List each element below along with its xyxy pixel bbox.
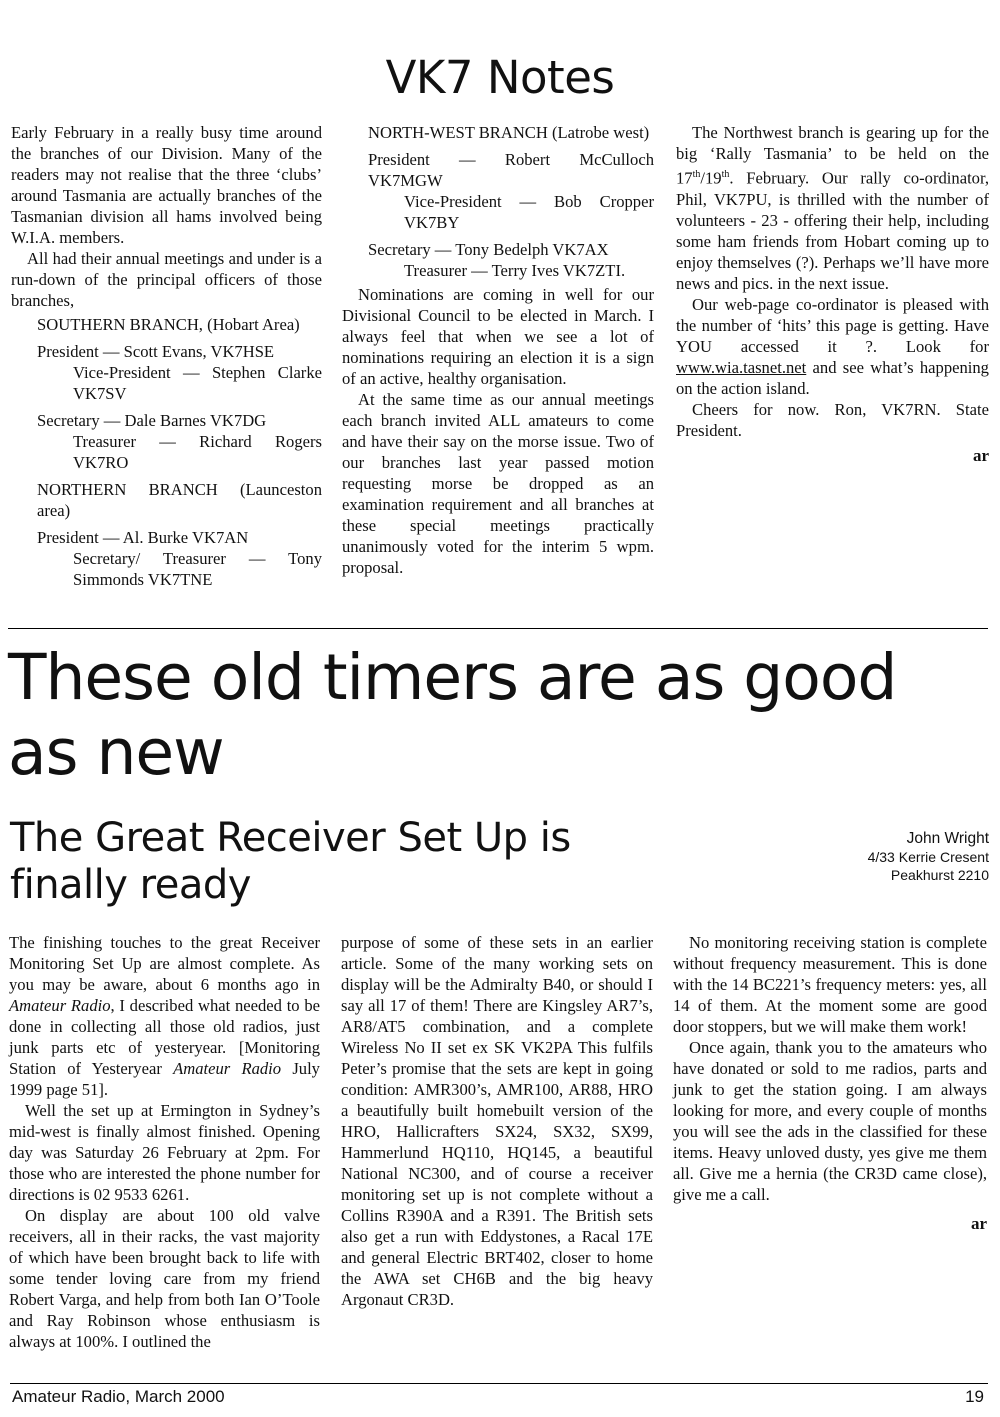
vk7-rundown-paragraph: All had their annual meetings and under is a run-down of the principal officers of those branches, <box>11 249 322 310</box>
northern-president: President — Al. Burke VK7AN <box>37 528 249 547</box>
northwest-president-block <box>342 149 654 233</box>
northern-branch-heading: NORTHERN BRANCH (Launceston area) <box>37 480 322 520</box>
northwest-secretary: Secretary — Tony Bedelph VK7AX <box>368 240 609 259</box>
northwest-president: President — Robert McCulloch VK7MGW <box>368 150 654 190</box>
vk7-column-3 <box>676 122 989 466</box>
southern-president-block <box>11 341 322 404</box>
frequency-paragraph: No monitoring receiving station is complete without frequency measurement. This is done with the 14 BC221’s frequency meters: yes, all 14 of them. At the moment some are good door stoppers, but we will make them work! <box>673 933 987 1036</box>
signoff-paragraph: Cheers for now. Ron, VK7RN. State President. <box>676 399 989 440</box>
footer-rule <box>10 1383 988 1384</box>
article-column-2 <box>341 932 653 1310</box>
article-headline: These old timers are as good as new <box>8 641 897 789</box>
vk7-end-mark: ar <box>972 445 989 465</box>
northwest-branch-heading: NORTH-WEST BRANCH (Latrobe west) <box>368 123 650 142</box>
southern-branch-heading-text: SOUTHERN BRANCH, (Hobart Area) <box>37 315 300 334</box>
vk7-notes-title: VK7 Notes <box>385 51 615 104</box>
nominations-paragraph: Nominations are coming in well for our Divisional Council to be elected in March. I always feel that when we see a lot of nominations requiring an election it is a sign of an active, healthy organisation. <box>342 285 654 388</box>
thanks-paragraph: Once again, thank you to the amateurs who have donated or sold to me radios, parts and junk to get the station going. I am always looking for more, and every couple of months you will see the ads in the classified for these items. Heavy unloved dusty, yes give me them all. Give me a hernia (the CR3D came close), give me a call. <box>673 1038 987 1204</box>
article-end-mark: ar <box>970 1214 987 1233</box>
author-address-line2: Peakhurst 2210 <box>890 867 989 883</box>
author-byline <box>729 830 989 884</box>
northern-branch-heading-block <box>11 479 322 521</box>
morse-paragraph: At the same time as our annual meetings each branch invited ALL amateurs to come and have their say on the morse issue. Two of our branches last year passed motion requesting morse be dropped as an examination requirement and all branches at these special meetings practically unanimously voted for the interim 5 wpm. proposal. <box>342 390 654 577</box>
southern-secretary-block <box>11 410 322 473</box>
southern-president: President — Scott Evans, VK7HSE <box>37 342 275 361</box>
northwest-vice-president: Vice-President — Bob Cropper VK7BY <box>404 192 654 232</box>
southern-vice-president: Vice-President — Stephen Clarke VK7SV <box>73 363 322 403</box>
wia-tasnet-link[interactable]: www.wia.tasnet.net <box>676 357 807 377</box>
footer-publication: Amateur Radio, March 2000 <box>12 1387 225 1406</box>
vk7-column-2 <box>342 122 654 578</box>
finishing-touches-paragraph: The finishing touches to the great Receiver Monitoring Set Up are almost complete. As you may be aware, about 6 months ago in Amateur Radio, I described what needed to be done in collecting all those old radios, just junk parts etc of yesteryear. [Monitoring Station of Yesteryear Amateur Radio July 1999 page 51]. <box>9 933 320 1099</box>
northern-officers-block <box>11 527 322 590</box>
vk7-column-1 <box>11 122 322 590</box>
display-paragraph: On display are about 100 old valve receivers, all in their racks, the vast majority of which have been brought back to life with some tender loving care from my friend Robert Varga, and help from both Ian O’Toole and Ray Robinson whose enthusiasm is always at 100%. I outlined the <box>9 1206 320 1351</box>
working-sets-paragraph: purpose of some of these sets in an earlier article. Some of the many working sets on display will be the Admiralty B40, or should I say all 17 of them! There are Kingsley AR7’s, AR8/AT5 combination, and a complete Wireless No II set ex SK VK2PA This fulfils Peter’s promise that the sets are kept in going condition: AMR300’s, AMR100, AR88, HRO a beautifully built homebuilt version of the HRO, Hallicrafters SX24, SX32, SX99, Hammerlund HQ110, HQ145, a beautiful National NC300, and of course a receiver monitoring set up is not complete without a Collins R390A and a R391. The British sets also get a run with Eddystones, a Racal 17E and general Electric BRT402, closer to home the AWA set CH6B and the big heavy Argonaut CR3D. <box>341 933 653 1309</box>
section-divider <box>8 628 988 629</box>
webpage-paragraph: Our web-page co-ordinator is pleased with the number of ‘hits’ this page is getting. Have YOU accessed it ?. Look for www.wia.tasnet.net and see what’s happening on the action island. <box>676 294 989 398</box>
southern-branch-heading <box>11 314 322 335</box>
author-name: John Wright <box>906 830 989 847</box>
ermington-paragraph: Well the set up at Ermington in Sydney’s mid-west is finally almost finished. Opening day was Saturday 26 February at 2pm. For those who are interested the phone number for directions is 02 9533 6261. <box>9 1101 320 1204</box>
author-address-line1: 4/33 Kerrie Cresent <box>867 849 989 865</box>
vk7-intro-paragraph: Early February in a really busy time around the branches of our Division. Many of the readers may not realise that the three ‘clubs’ around Tasmania are actually branches of the Tasmanian division all hams involved being W.I.A. members. <box>11 123 322 247</box>
northern-secretary-treasurer: Secretary/ Treasurer — Tony Simmonds VK7TNE <box>73 549 322 589</box>
northwest-branch-heading-block <box>342 122 654 143</box>
northwest-secretary-block <box>342 239 654 281</box>
page-number: 19 <box>965 1387 984 1406</box>
article-column-3 <box>673 932 987 1234</box>
article-subheadline: The Great Receiver Set Up is finally ready <box>10 815 571 908</box>
southern-treasurer: Treasurer — Richard Rogers VK7RO <box>73 432 322 472</box>
northwest-treasurer: Treasurer — Terry Ives VK7ZTI. <box>404 261 626 280</box>
article-column-1 <box>9 932 320 1352</box>
southern-secretary: Secretary — Dale Barnes VK7DG <box>37 411 267 430</box>
rally-paragraph: The Northwest branch is gearing up for the big ‘Rally Tasmania’ to be held on the 17th/19th. February. Our rally co-ordinator, Phil, VK7PU, is thrilled with the number of volunteers - 23 - offering their help, including some ham friends from Hobart coming up to enjoy themselves (?). Perhaps we’ll have more news and pics. in the next issue. <box>676 123 989 293</box>
